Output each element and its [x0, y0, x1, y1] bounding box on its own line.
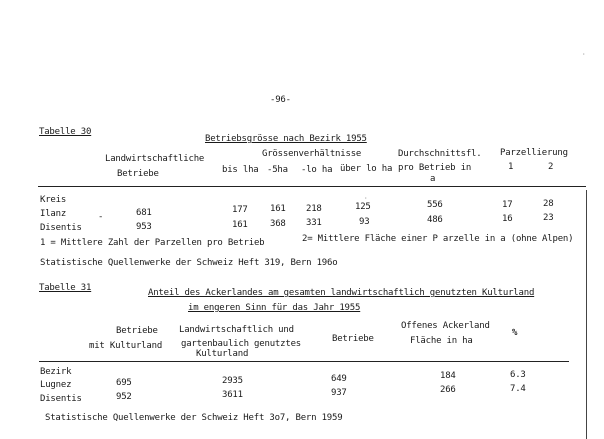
table31-cell-betr: 952: [116, 392, 132, 402]
table30-header-landw-1: Landwirtschaftliche: [105, 154, 205, 164]
table31-header-betr-2: mit Kulturland: [89, 341, 163, 351]
table31-header-offen-2: Fläche in ha: [410, 336, 473, 346]
table30-header-durch-1: Durchschnittsfl.: [398, 149, 482, 159]
table30-cell-bis1: 161: [232, 220, 248, 230]
table31-row-name: Disentis: [40, 394, 82, 404]
table31-cell-betriebe: 649: [331, 374, 347, 384]
table30-footnote-1: 1 = Mittlere Zahl der Parzellen pro Betrieb: [40, 238, 265, 248]
table30-cell-bis5: 161: [270, 204, 286, 214]
table30-cell-durch: 556: [427, 200, 443, 210]
table31-title-2: im engeren Sinn für das Jahr 1955: [188, 303, 361, 313]
table31-cell-land: 3611: [222, 390, 243, 400]
scan-speck: ·: [364, 195, 368, 202]
table30-row-name: Ilanz: [40, 209, 67, 219]
table30-cell-durch: 486: [427, 215, 443, 225]
table30-cell-betriebe: 681: [136, 208, 152, 218]
table30-row-mark: -: [98, 212, 104, 222]
table30-header-groessen: Grössenverhältnisse: [262, 149, 362, 159]
table30-header-parz1: 1: [508, 162, 514, 172]
table30-cell-bis10: 218: [306, 204, 322, 214]
table30-cell-parz1: 16: [502, 214, 513, 224]
table31-label: Tabelle 31: [39, 283, 92, 293]
table30-row-name: Disentis: [40, 223, 82, 233]
table31-header-betriebe: Betriebe: [332, 334, 374, 344]
table30-header-landw-2: Betriebe: [117, 169, 159, 179]
table31-cell-flaeche: 184: [440, 371, 456, 381]
table31-header-rule: [39, 361, 569, 362]
table31-header-pct: %: [512, 328, 518, 338]
table31-title-1: Anteil des Ackerlandes am gesamten landwirtschaftlich genutzten Kulturland: [148, 288, 535, 298]
table31-cell-betriebe: 937: [331, 388, 347, 398]
table30-cell-parz1: 17: [502, 200, 513, 210]
table31-cell-flaeche: 266: [440, 385, 456, 395]
table30-header-durch-2: pro Betrieb in: [398, 163, 472, 173]
table30-source: Statistische Quellenwerke der Schweiz Heft 319, Bern 196o: [40, 258, 338, 268]
page-number: -96-: [270, 95, 291, 105]
table30-cell-ueber10: 125: [355, 202, 371, 212]
table31-cell-pct: 7.4: [510, 384, 526, 394]
scan-speck: ·: [582, 51, 586, 58]
table31-header-landw-2: gartenbaulich genutztes: [181, 339, 302, 349]
table30-footnote-2: 2= Mittlere Fläche einer P arzelle in a (ohne Alpen): [302, 234, 574, 244]
table30-cell-betriebe: 953: [136, 222, 152, 232]
table31-cell-land: 2935: [222, 376, 243, 386]
table30-header-bis5: -5ha: [267, 165, 288, 175]
table31-cell-pct: 6.3: [510, 370, 526, 380]
table31-row-name: Lugnez: [40, 380, 72, 390]
table31-cell-betr: 695: [116, 378, 132, 388]
table30-header-parz2: 2: [548, 162, 554, 172]
table31-header-landw-1: Landwirtschaftlich und: [179, 325, 294, 335]
table31-header-offen-1: Offenes Ackerland: [401, 321, 490, 331]
table31-header-landw-3: Kulturland: [196, 349, 249, 359]
table30-cell-bis1: 177: [232, 205, 248, 215]
table30-cell-parz2: 28: [543, 199, 554, 209]
table31-group-label: Bezirk: [40, 367, 72, 377]
table31-header-betr-1: Betriebe: [116, 326, 158, 336]
table30-cell-bis10: 331: [306, 218, 322, 228]
scan-edge-line: [586, 190, 587, 439]
table30-header-ueber10: über lo ha: [340, 164, 393, 174]
table30-header-parz: Parzellierung: [500, 148, 568, 158]
table31-source: Statistische Quellenwerke der Schweiz Heft 3o7, Bern 1959: [45, 413, 343, 423]
table30-header-bis1: bis lha: [222, 165, 259, 175]
table30-header-durch-3: a: [430, 174, 436, 184]
table30-cell-bis5: 368: [270, 219, 286, 229]
table30-cell-ueber10: 93: [359, 217, 370, 227]
table30-title: Betriebsgrösse nach Bezirk 1955: [205, 134, 367, 144]
table30-group-label: Kreis: [40, 195, 67, 205]
table30-header-bis10: -lo ha: [301, 165, 333, 175]
table30-cell-parz2: 23: [543, 213, 554, 223]
table30-header-rule: [38, 186, 586, 187]
table30-label: Tabelle 30: [39, 127, 92, 137]
